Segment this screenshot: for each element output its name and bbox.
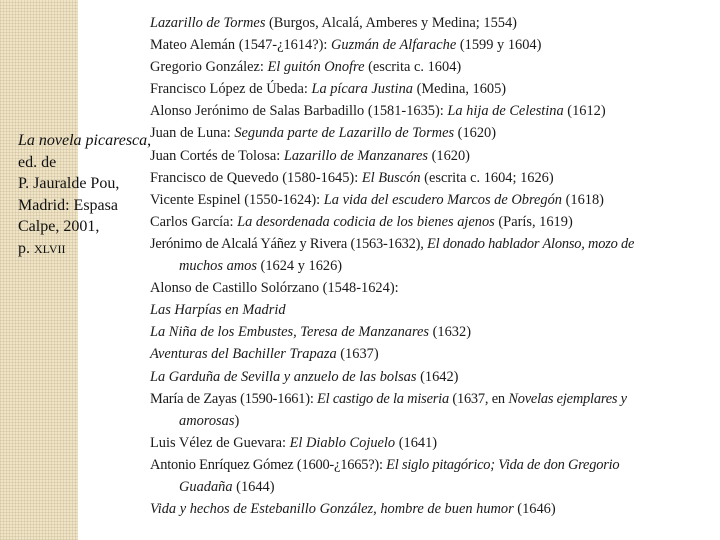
author-text: (1646) bbox=[513, 501, 556, 518]
scan-line bbox=[150, 255, 716, 277]
author-text: (1620) bbox=[454, 125, 497, 142]
author-text: Juan Cortés de Tolosa: bbox=[150, 147, 284, 164]
scan-line bbox=[150, 299, 716, 321]
author-text: (Burgos, Alcalá, Amberes y Medina; 1554) bbox=[265, 15, 517, 31]
work-title: Guadaña bbox=[179, 478, 233, 495]
scan-line bbox=[150, 78, 716, 100]
book-title: La novela picaresca bbox=[18, 132, 148, 149]
scan-line bbox=[150, 167, 716, 189]
work-title: Segunda parte de Lazarillo de Tormes bbox=[234, 125, 455, 142]
author-text: (1641) bbox=[395, 434, 438, 451]
author-text: Luis Vélez de Guevara: bbox=[150, 434, 290, 451]
author-text: (escrita c. 1604; 1626) bbox=[420, 169, 554, 186]
author-text: (1637) bbox=[336, 346, 379, 363]
scan-line bbox=[150, 189, 716, 211]
author-text: (París, 1619) bbox=[494, 213, 573, 230]
page-number: XLVII bbox=[34, 241, 66, 256]
publisher-info: Madrid: Espasa Calpe, 2001, bbox=[18, 196, 118, 235]
author-text: Jerónimo de Alcalá Yáñez y Rivera (1563-1632), bbox=[150, 235, 427, 252]
author-text: Francisco López de Úbeda: bbox=[150, 81, 312, 98]
scan-line bbox=[150, 498, 716, 520]
scan-line bbox=[150, 122, 716, 144]
author-text: (escrita c. 1604) bbox=[364, 59, 462, 76]
author-text: Juan de Luna: bbox=[150, 125, 235, 142]
author-text: (1599 y 1604) bbox=[456, 37, 542, 54]
author-text: Antonio Enríquez Gómez (1600-¿1665?): bbox=[150, 456, 387, 473]
scan-line bbox=[150, 12, 716, 34]
scanned-book-page bbox=[150, 12, 716, 520]
work-title: amorosas bbox=[179, 412, 235, 429]
author-text: Vicente Espinel (1550-1624): bbox=[150, 191, 324, 208]
work-title: El castigo de la miseria bbox=[317, 390, 449, 407]
decorative-left-strip bbox=[0, 0, 78, 540]
scan-line bbox=[150, 476, 716, 498]
work-title: Aventuras del Bachiller Trapaza bbox=[150, 346, 337, 363]
work-title: La Garduña de Sevilla y anzuelo de las bolsas bbox=[150, 368, 417, 385]
work-title: El Buscón bbox=[361, 169, 421, 186]
scan-line bbox=[150, 410, 716, 432]
work-title: Lazarillo de Manzanares bbox=[283, 147, 429, 164]
author-text: María de Zayas (1590-1661): bbox=[150, 390, 318, 407]
page-prefix: p. bbox=[18, 239, 34, 257]
scan-line bbox=[150, 366, 716, 388]
work-title: El guitón Onofre bbox=[267, 59, 365, 76]
work-title: La vida del escudero Marcos de Obregón bbox=[323, 191, 562, 208]
scan-line bbox=[150, 145, 716, 167]
author-text: Gregorio González: bbox=[150, 59, 268, 76]
author-text: (1644) bbox=[232, 478, 275, 495]
work-title: Lazarillo de Tormes bbox=[150, 15, 266, 31]
scan-line bbox=[150, 100, 716, 122]
author-text: (1624 y 1626) bbox=[256, 258, 343, 275]
work-title: muchos amos bbox=[179, 258, 257, 275]
work-title: El siglo pitagórico; Vida de don Gregorio bbox=[386, 456, 620, 473]
scan-line bbox=[150, 388, 716, 410]
work-title: Novelas ejemplares y bbox=[508, 390, 627, 407]
work-title: El donado hablador Alonso, mozo de bbox=[427, 235, 635, 252]
work-title: Guzmán de Alfarache bbox=[331, 37, 457, 54]
work-title: Vida y hechos de Estebanillo González, hombre de buen humor bbox=[150, 501, 514, 518]
work-title: El Diablo Cojuelo bbox=[289, 434, 396, 451]
author-text: Carlos García: bbox=[150, 213, 238, 230]
author-text: Francisco de Quevedo (1580-1645): bbox=[150, 169, 362, 186]
author-text: (1642) bbox=[416, 368, 459, 385]
author-text: Alonso Jerónimo de Salas Barbadillo (1581-1635): bbox=[150, 103, 448, 120]
scan-line bbox=[150, 321, 716, 343]
author-text: Mateo Alemán (1547-¿1614?): bbox=[150, 37, 332, 54]
edition-note: , ed. de bbox=[18, 132, 152, 171]
work-title: La pícara Justina bbox=[311, 81, 413, 98]
author-text: (1637, en bbox=[448, 390, 509, 407]
work-title: La desordenada codicia de los bienes ajenos bbox=[237, 213, 495, 230]
author-text: (1620) bbox=[428, 147, 470, 164]
author-text: (Medina, 1605) bbox=[412, 81, 507, 98]
scan-line bbox=[150, 277, 716, 299]
scan-line bbox=[150, 56, 716, 78]
scan-line bbox=[150, 454, 716, 476]
citation-caption bbox=[18, 130, 158, 260]
author-text: (1632) bbox=[429, 324, 471, 341]
work-title: La hija de Celestina bbox=[447, 103, 564, 120]
scan-line bbox=[150, 34, 716, 56]
author-text: Alonso de Castillo Solórzano (1548-1624): bbox=[150, 280, 399, 297]
scan-line bbox=[150, 233, 716, 255]
editor-name: P. Jauralde Pou, bbox=[18, 175, 120, 192]
author-text: ) bbox=[234, 412, 240, 429]
scan-line bbox=[150, 211, 716, 233]
scan-line bbox=[150, 343, 716, 365]
author-text: (1612) bbox=[563, 103, 606, 120]
work-title: La Niña de los Embustes, Teresa de Manzanares bbox=[150, 324, 430, 341]
scan-line bbox=[150, 432, 716, 454]
author-text: (1618) bbox=[561, 191, 604, 208]
work-title: Las Harpías en Madrid bbox=[150, 302, 286, 319]
